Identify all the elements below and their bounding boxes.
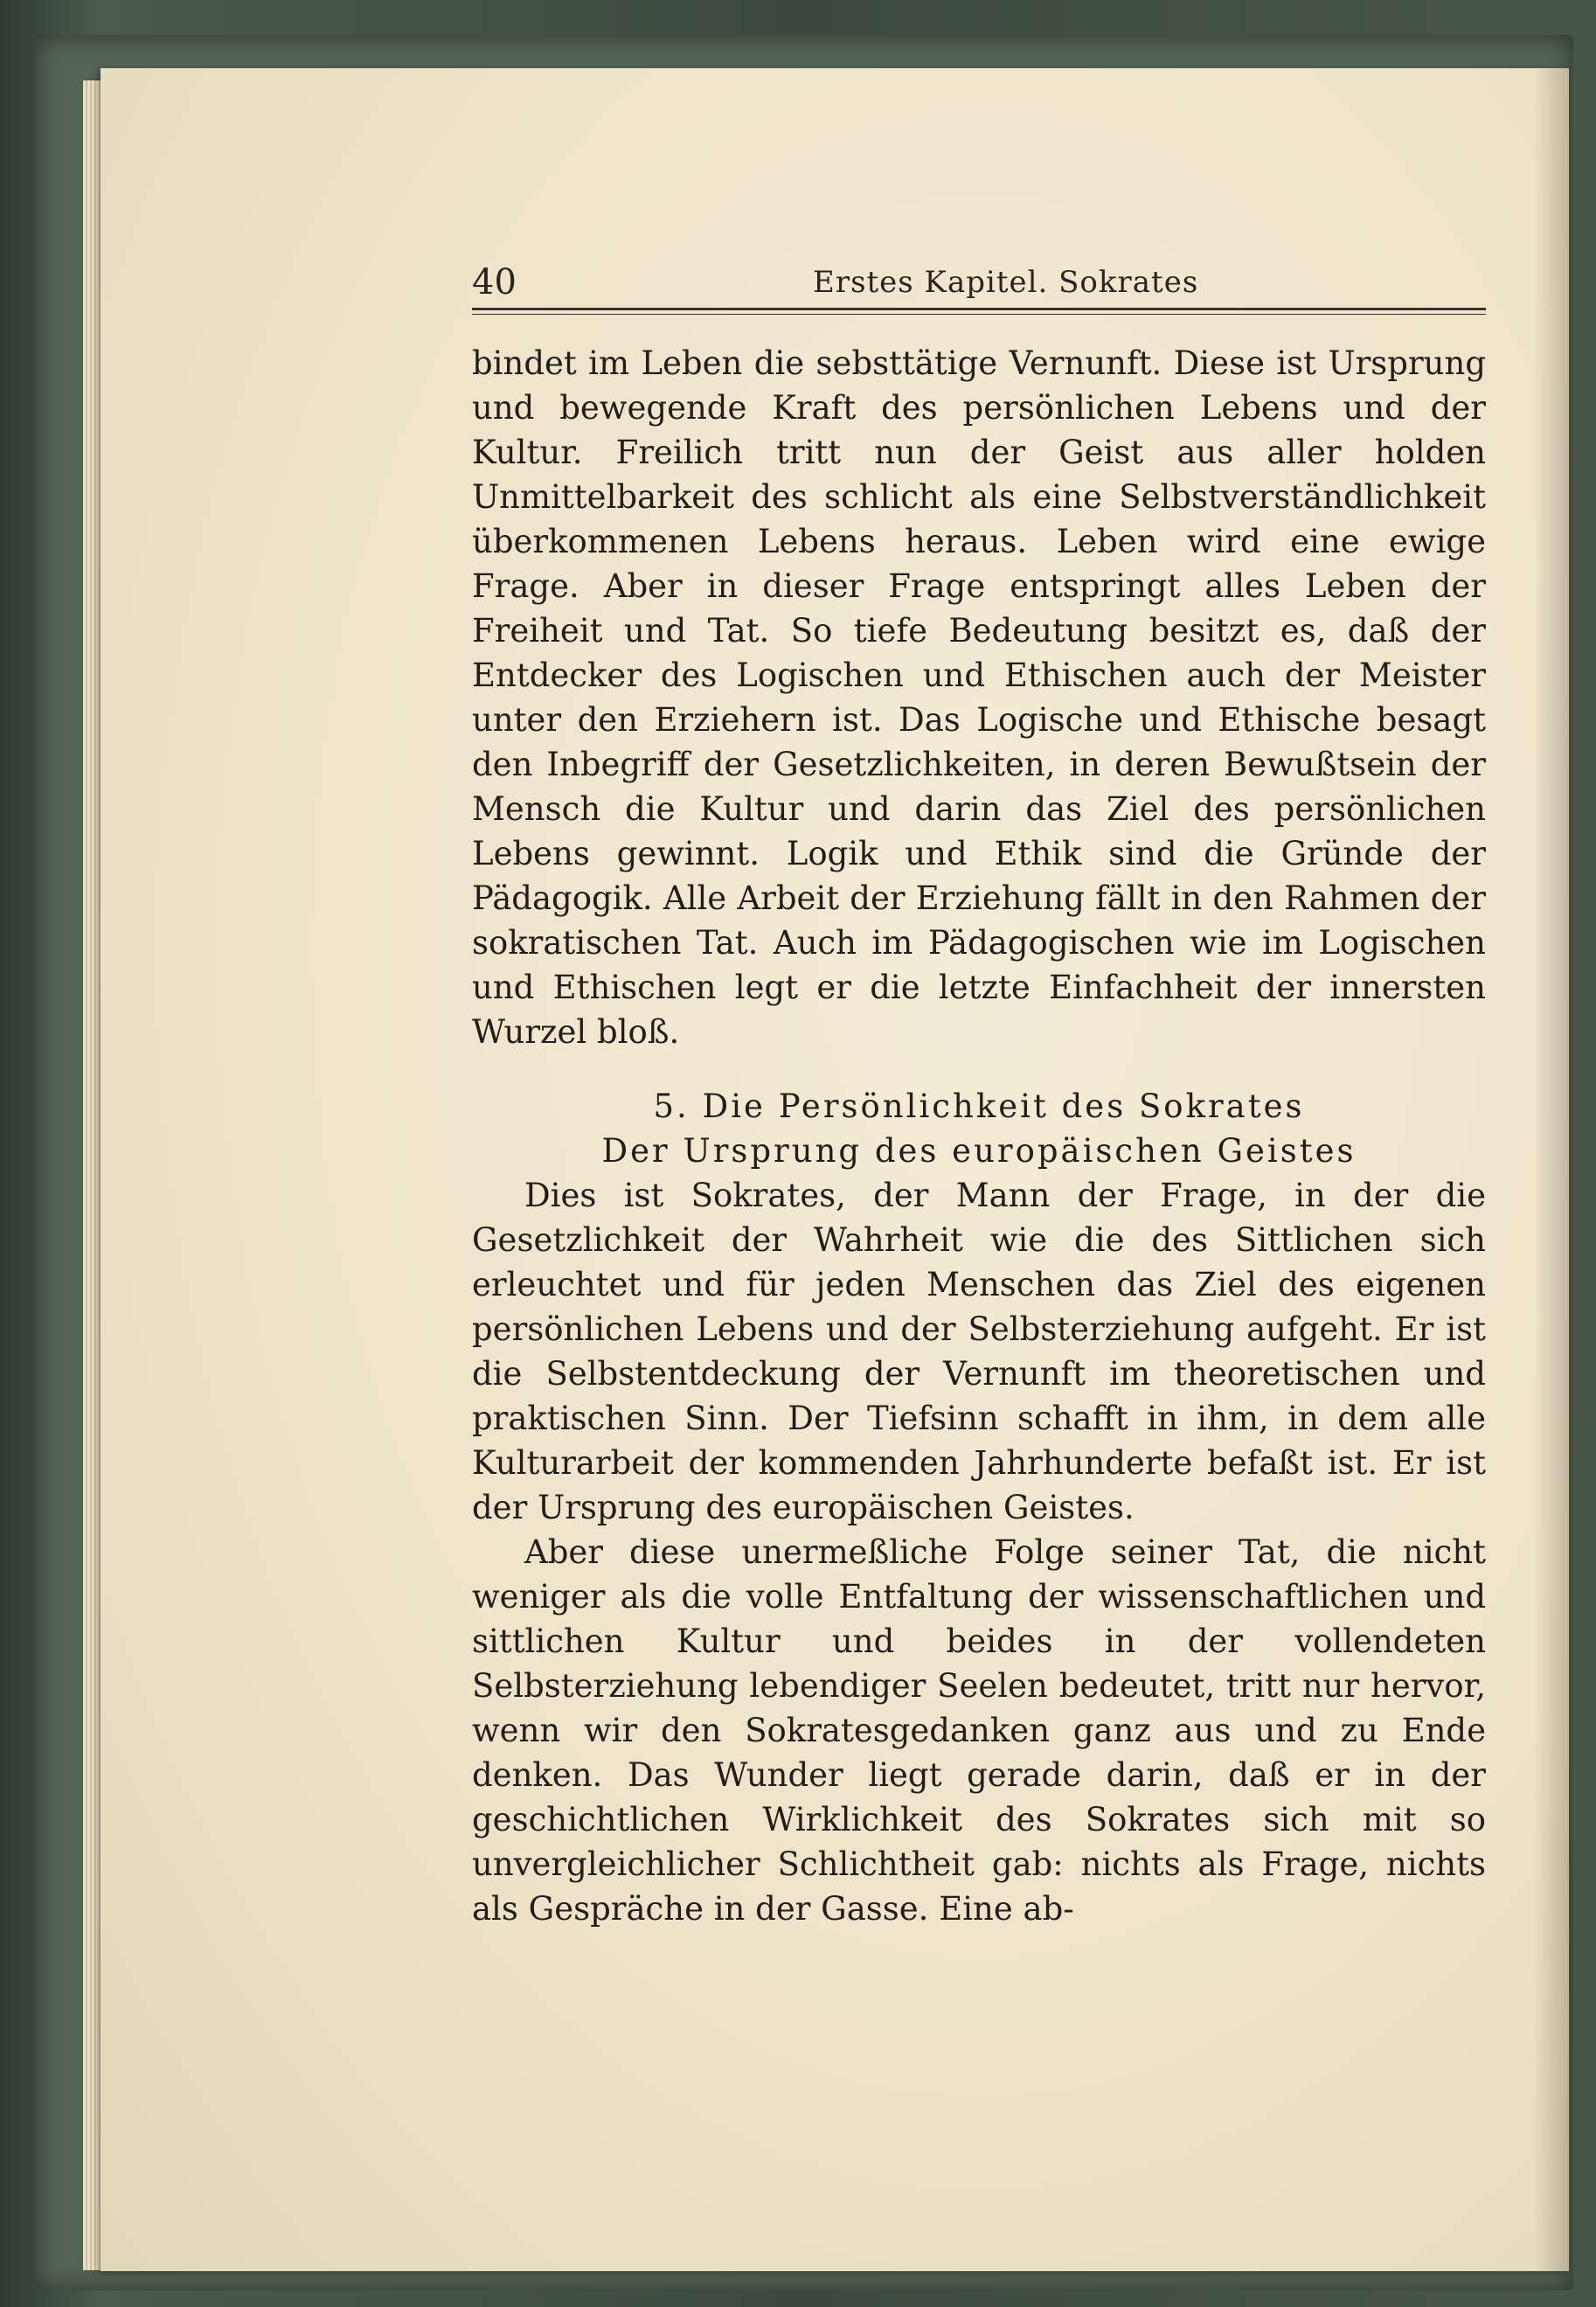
header-rule-thin (472, 314, 1486, 315)
page-number: 40 (472, 262, 517, 302)
paragraph: Dies ist Sokrates, der Mann der Frage, in der die Gesetzlichkeit der Wahrheit wie die des Sittlichen sich erleuchtet und für jeden Menschen das Ziel des eigenen persönlichen Lebens und der Selbsterziehung aufgeht. Er ist die Selbstentdeckung der Vernunft im theoretischen und praktischen Sinn. Der Tiefsinn schafft in ihm, in dem alle Kulturarbeit der kommenden Jahrhunderte befaßt ist. Er ist der Ursprung des europäischen Geistes. (472, 1177, 1486, 1526)
header-rule (472, 308, 1486, 310)
paragraph-continued: bindet im Leben die sebsttätige Vernunft. Diese ist Ursprung und bewegende Kraft des persönlichen Lebens und der Kultur. Freilich tritt nun der Geist aus aller holden Unmittelbarkeit des schlicht als eine Selbstverständlichkeit überkommenen Lebens heraus. Leben wird eine ewige Frage. Aber in dieser Frage entspringt alles Leben der Freiheit und Tat. So tiefe Bedeutung besitzt es, daß der Entdecker des Logischen und Ethischen auch der Meister unter den Erziehern ist. Das Logische und Ethische besagt den Inbegriff der Gesetzlichkeiten, in deren Bewußtsein der Mensch die Kultur und darin das Ziel des persönlichen Lebens gewinnt. Logik und Ethik sind die Gründe der Pädagogik. Alle Arbeit der Erziehung fällt in den Rahmen der sokratischen Tat. Auch im Pädagogischen wie im Logischen und Ethischen legt er die letzte Einfachheit der innersten Wurzel bloß. (472, 344, 1486, 1051)
section-subtitle: Der Ursprung des europäischen Geistes (601, 1132, 1357, 1170)
running-title: Erstes Kapitel. Sokrates (813, 265, 1199, 300)
page-header (472, 259, 1486, 306)
section-title: 5. Die Persönlichkeit des Sokrates (653, 1087, 1305, 1125)
spine-shadow (1534, 68, 1569, 2271)
paragraph: Aber diese unermeßliche Folge seiner Tat, die nicht weniger als die volle Entfaltung der wissenschaftlichen und sittlichen Kultur und beides in der vollendeten Selbsterziehung lebendiger Seelen bedeutet, tritt nur hervor, wenn wir den Sokratesgedanken ganz aus und zu Ende denken. Das Wunder liegt gerade darin, daß er in der geschichtlichen Wirklichkeit des Sokrates sich mit so unvergleichlicher Schlichtheit gab: nichts als Frage, nichts als Gespräche in der Gasse. Eine ab- (472, 1533, 1486, 1928)
section-spacer (472, 1054, 1486, 1084)
body-text (472, 341, 1486, 1931)
